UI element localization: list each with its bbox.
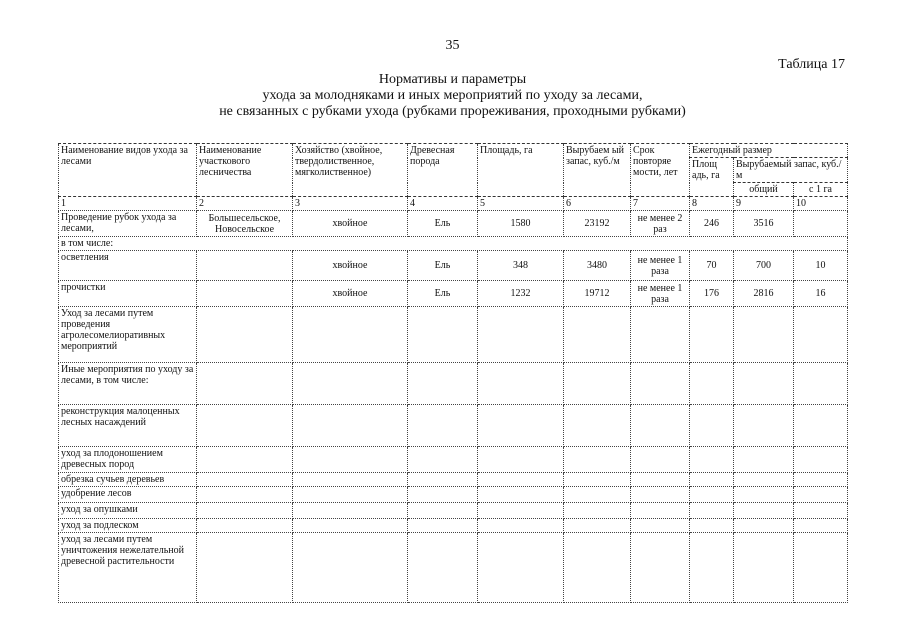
table-cell: 700	[734, 251, 794, 281]
header-cell: с 1 га	[794, 183, 848, 197]
table-cell: 2816	[734, 281, 794, 307]
table-cell: не менее 1 раза	[631, 281, 690, 307]
table-cell	[564, 405, 631, 447]
column-number: 5	[478, 197, 564, 211]
table-cell	[478, 447, 564, 473]
table-cell	[734, 519, 794, 533]
table-cell	[631, 503, 690, 519]
table-row	[59, 503, 848, 519]
column-number: 2	[197, 197, 293, 211]
table-cell: 246	[690, 211, 734, 237]
table-row	[59, 251, 848, 281]
table-cell	[631, 405, 690, 447]
table-cell: не менее 1 раза	[631, 251, 690, 281]
table-cell: Проведение рубок ухода за лесами,	[59, 211, 197, 237]
table-cell	[478, 503, 564, 519]
table-cell	[734, 405, 794, 447]
column-number: 3	[293, 197, 408, 211]
table-cell	[794, 447, 848, 473]
table-cell	[197, 363, 293, 405]
table-cell	[478, 519, 564, 533]
table-cell	[197, 251, 293, 281]
table-row	[59, 487, 848, 503]
column-number: 1	[59, 197, 197, 211]
table-cell	[794, 533, 848, 603]
header-cell: Древесная порода	[408, 144, 478, 197]
table-cell: 3480	[564, 251, 631, 281]
table-cell: 70	[690, 251, 734, 281]
table-cell	[408, 447, 478, 473]
table-cell	[631, 363, 690, 405]
table-cell	[690, 307, 734, 363]
table-cell: 16	[794, 281, 848, 307]
table-cell	[734, 503, 794, 519]
table-cell: 23192	[564, 211, 631, 237]
table-cell: 348	[478, 251, 564, 281]
table-cell	[197, 519, 293, 533]
page-number: 35	[445, 38, 460, 53]
table-cell	[631, 473, 690, 487]
table-cell: обрезка сучьев деревьев	[59, 473, 197, 487]
table-cell	[478, 405, 564, 447]
table-cell	[408, 307, 478, 363]
table-cell	[293, 503, 408, 519]
table-row	[59, 307, 848, 363]
table-cell	[794, 211, 848, 237]
table-cell: в том числе:	[59, 237, 848, 251]
table-cell	[478, 473, 564, 487]
table-cell	[197, 473, 293, 487]
table-cell	[794, 307, 848, 363]
table-cell: Иные мероприятия по уходу за лесами, в том числе:	[59, 363, 197, 405]
table-cell: уход за лесами путем уничтожения нежелательной древесной растительности	[59, 533, 197, 603]
table-cell: 3516	[734, 211, 794, 237]
header-cell: Вырубаемый запас, куб./м	[734, 158, 848, 183]
header-cell: Площ адь, га	[690, 158, 734, 197]
table-cell: Большесельское, Новосельское	[197, 211, 293, 237]
table-cell	[631, 533, 690, 603]
table-cell	[734, 487, 794, 503]
table-cell	[631, 307, 690, 363]
table-cell	[408, 363, 478, 405]
table-cell: Уход за лесами путем проведения агролесомелиоративных мероприятий	[59, 307, 197, 363]
header-cell: общий	[734, 183, 794, 197]
table-cell: 10	[794, 251, 848, 281]
header-cell: Хозяйство (хвойное, твердолиственное, мягколиственное)	[293, 144, 408, 197]
table-cell: Ель	[408, 211, 478, 237]
table-title	[0, 72, 905, 120]
table-row	[59, 473, 848, 487]
table-label: Таблица 17	[778, 57, 845, 72]
table-cell	[734, 533, 794, 603]
table-cell: не менее 2 раз	[631, 211, 690, 237]
table-cell: реконструкция малоценных лесных насаждений	[59, 405, 197, 447]
header-cell: Площадь, га	[478, 144, 564, 197]
table-cell	[564, 447, 631, 473]
table-cell: 19712	[564, 281, 631, 307]
table-cell	[478, 487, 564, 503]
table-row	[59, 519, 848, 533]
table-row	[59, 363, 848, 405]
header-cell: Наименование участкового лесничества	[197, 144, 293, 197]
table-cell: 1580	[478, 211, 564, 237]
table-cell: Ель	[408, 251, 478, 281]
table-cell	[408, 503, 478, 519]
table-cell	[197, 405, 293, 447]
header-cell: Срок повторяе мости, лет	[631, 144, 690, 197]
table-cell	[564, 503, 631, 519]
table-cell	[690, 533, 734, 603]
table-cell	[690, 405, 734, 447]
table-cell: хвойное	[293, 251, 408, 281]
table-row	[59, 281, 848, 307]
table-cell	[690, 363, 734, 405]
table-cell: прочистки	[59, 281, 197, 307]
table-cell	[408, 487, 478, 503]
table-cell	[197, 487, 293, 503]
table-cell	[293, 307, 408, 363]
column-number: 7	[631, 197, 690, 211]
table-cell	[690, 447, 734, 473]
table-cell	[293, 519, 408, 533]
table-cell	[690, 473, 734, 487]
table-cell	[408, 519, 478, 533]
header-cell: Ежегодный размер	[690, 144, 848, 158]
table-cell	[408, 405, 478, 447]
table-cell: хвойное	[293, 281, 408, 307]
table-cell	[734, 473, 794, 487]
table-cell	[794, 473, 848, 487]
header-row	[59, 144, 848, 158]
table-cell	[690, 503, 734, 519]
table-cell	[690, 487, 734, 503]
table-cell	[631, 447, 690, 473]
column-number: 9	[734, 197, 794, 211]
table-cell	[794, 363, 848, 405]
table-cell	[564, 473, 631, 487]
table-cell: хвойное	[293, 211, 408, 237]
header-cell: Вырубаем ый запас, куб./м	[564, 144, 631, 197]
table-cell	[408, 473, 478, 487]
table-cell	[564, 533, 631, 603]
column-number: 8	[690, 197, 734, 211]
table-cell	[631, 487, 690, 503]
column-number: 6	[564, 197, 631, 211]
table-cell: уход за плодоношением древесных пород	[59, 447, 197, 473]
title-line: не связанных с рубками ухода (рубками прореживания, проходными рубками)	[219, 104, 686, 119]
table-row	[59, 533, 848, 603]
table-cell	[478, 533, 564, 603]
table-row	[59, 405, 848, 447]
table-cell	[794, 503, 848, 519]
table-cell: 1232	[478, 281, 564, 307]
table-row	[59, 237, 848, 251]
table-cell	[197, 447, 293, 473]
table-cell	[564, 307, 631, 363]
table-cell	[293, 363, 408, 405]
table-cell	[293, 533, 408, 603]
table-cell	[794, 487, 848, 503]
table-cell	[408, 533, 478, 603]
table-cell	[631, 519, 690, 533]
table-cell	[293, 447, 408, 473]
table-cell	[734, 447, 794, 473]
title-line: ухода за молодняками и иных мероприятий по уходу за лесами,	[262, 88, 643, 103]
table-cell	[197, 503, 293, 519]
table-cell	[564, 487, 631, 503]
table-cell	[564, 363, 631, 405]
table-row	[59, 211, 848, 237]
table-cell	[478, 363, 564, 405]
table-cell: удобрение лесов	[59, 487, 197, 503]
column-number: 10	[794, 197, 848, 211]
table-cell	[197, 281, 293, 307]
table-cell	[293, 405, 408, 447]
table-cell	[794, 405, 848, 447]
table-cell	[564, 519, 631, 533]
column-number: 4	[408, 197, 478, 211]
table-cell: осветления	[59, 251, 197, 281]
column-number-row	[59, 197, 848, 211]
table-cell	[734, 307, 794, 363]
table-cell: Ель	[408, 281, 478, 307]
table-cell	[794, 519, 848, 533]
norms-table	[58, 143, 848, 603]
table-cell: 176	[690, 281, 734, 307]
table-cell	[293, 487, 408, 503]
table-cell	[197, 307, 293, 363]
table-cell	[734, 363, 794, 405]
table-cell: уход за подлеском	[59, 519, 197, 533]
title-line: Нормативы и параметры	[378, 72, 527, 87]
table-cell	[293, 473, 408, 487]
table-cell	[690, 519, 734, 533]
table-row	[59, 447, 848, 473]
header-cell: Наименование видов ухода за лесами	[59, 144, 197, 197]
table-cell	[478, 307, 564, 363]
table-cell	[197, 533, 293, 603]
table-cell: уход за опушками	[59, 503, 197, 519]
